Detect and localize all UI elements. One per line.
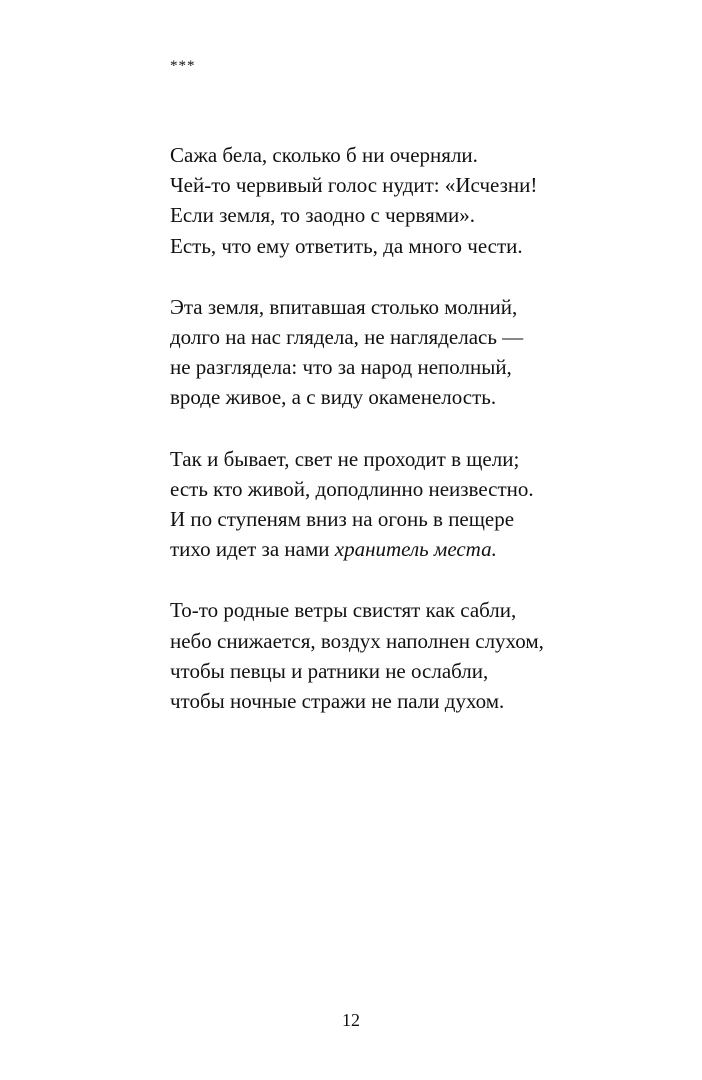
poem-line: вроде живое, а с виду окаменелость. <box>170 385 497 410</box>
section-separator: *** <box>170 58 196 74</box>
poem-line: чтобы ночные стражи не пали духом. <box>170 689 505 714</box>
poem-line: Эта земля, впитавшая столько молний, <box>170 294 518 319</box>
poem-line: То-то родные ветры свистят как сабли, <box>170 598 517 623</box>
poem-line: есть кто живой, доподлинно неизвестно. <box>170 476 534 501</box>
poem-line: небо снижается, воздух наполнен слухом, <box>170 628 544 653</box>
poem-line-italic-part: хранитель места. <box>334 537 497 562</box>
poem-line: чтобы певцы и ратники не ослабли, <box>170 658 489 683</box>
poem-line: не разглядела: что за народ неполный, <box>170 355 512 380</box>
poem-line: И по ступеням вниз на огонь в пещере <box>170 507 515 532</box>
poem-line: Если земля, то заодно с червями». <box>170 203 476 228</box>
poem-line: Есть, что ему ответить, да много чести. <box>170 233 523 258</box>
stanza-2 <box>170 292 660 413</box>
page-number: 12 <box>342 1010 360 1030</box>
poem-line-plain-part: тихо идет за нами <box>170 537 335 562</box>
stanza-3 <box>170 444 660 565</box>
stanza-1 <box>170 140 660 261</box>
poem-line: Так и бывает, свет не проходит в щели; <box>170 446 520 471</box>
poem <box>170 140 660 747</box>
poem-line-mixed <box>170 534 660 564</box>
stanza-4 <box>170 595 660 716</box>
poem-line: Сажа бела, сколько б ни очерняли. <box>170 143 478 167</box>
poem-line: долго на нас глядела, не нагляделась — <box>170 325 524 350</box>
poem-line: Чей-то червивый голос нудит: «Исчезни! <box>170 173 538 198</box>
